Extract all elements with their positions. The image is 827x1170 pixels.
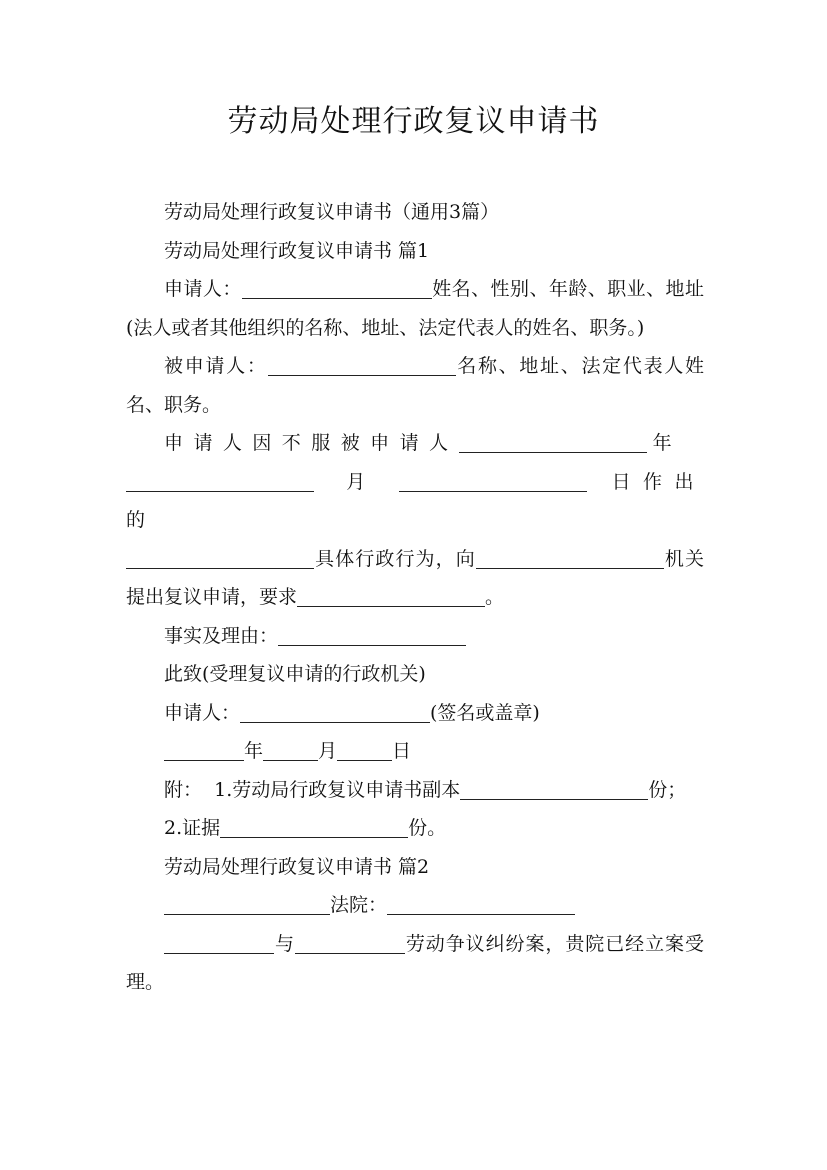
reason-month-label: 月 [346, 470, 368, 493]
signature-note: (签名或盖章) [430, 701, 540, 724]
section-heading-1-text: 劳动局处理行政复议申请书 篇1 [164, 239, 430, 262]
facts-blank[interactable] [278, 621, 466, 646]
subtitle [126, 193, 704, 232]
attachment-item-2-end: 份。 [408, 817, 447, 839]
section-heading-2-text: 劳动局处理行政复议申请书 篇2 [164, 855, 430, 878]
document-body [126, 193, 704, 1002]
reason-month-blank-a[interactable] [126, 467, 314, 492]
respondent-paragraph [126, 347, 704, 424]
signature-label: 申请人： [164, 701, 241, 724]
court-label: 法院： [330, 894, 388, 916]
case-text: 劳动争议纠纷案，贵院已经立案受理。 [126, 932, 704, 993]
attachment-paragraph [126, 771, 704, 810]
reason-text-b: 具体行政行为，向 [314, 547, 476, 570]
attachment-item-1: 1.劳动局行政复议申请书副本 [214, 778, 461, 801]
respondent-label: 被申请人： [164, 355, 268, 377]
attachment-item-1-end: 份； [648, 778, 687, 801]
reason-day-made: 日作出的 [126, 470, 704, 531]
date-month-blank[interactable] [263, 736, 318, 761]
reason-year-blank[interactable] [459, 428, 647, 453]
applicant-paragraph [126, 270, 704, 347]
court-name-blank[interactable] [164, 890, 330, 915]
document-title: 劳动局处理行政复议申请书 [227, 104, 600, 139]
reason-text-a: 申请人因不服被申请人 [164, 432, 459, 454]
date-year-blank[interactable] [164, 736, 244, 761]
applicant-label: 申请人： [164, 278, 242, 300]
court-blank[interactable] [387, 890, 575, 915]
reason-act-blank[interactable] [126, 544, 314, 569]
date-paragraph [126, 732, 704, 771]
section-heading-2 [126, 848, 704, 887]
applicant-blank[interactable] [242, 274, 432, 299]
party-b-blank[interactable] [295, 929, 405, 954]
to-paragraph [126, 655, 704, 694]
attachment-item-2: 2.证据 [164, 817, 221, 839]
signature-paragraph [126, 694, 704, 733]
court-paragraph [126, 886, 704, 925]
date-day-blank[interactable] [337, 736, 392, 761]
reason-organ-blank[interactable] [476, 544, 664, 569]
evidence-copies-blank[interactable] [220, 813, 408, 838]
party-a-blank[interactable] [164, 929, 274, 954]
signature-blank[interactable] [240, 698, 430, 723]
reason-request-blank[interactable] [297, 582, 485, 607]
reason-year-label: 年 [652, 432, 672, 454]
date-day-label: 日 [392, 740, 412, 762]
reason-text-c: 机关提出复议申请，要求 [126, 547, 704, 608]
applicant-description: 姓名、性别、年龄、职业、地址(法人或者其他组织的名称、地址、法定代表人的姓名、职务。) [126, 278, 704, 339]
to-text: 此致(受理复议申请的行政机关) [164, 663, 426, 685]
reason-paragraph [126, 424, 704, 617]
date-year-label: 年 [244, 740, 264, 762]
reason-day-blank[interactable] [399, 467, 587, 492]
respondent-blank[interactable] [268, 351, 456, 376]
date-month-label: 月 [318, 740, 338, 762]
section-heading-1 [126, 232, 704, 271]
facts-paragraph [126, 617, 704, 656]
reason-end: 。 [485, 586, 505, 608]
subtitle-text: 劳动局处理行政复议申请书（通用3篇） [164, 201, 500, 223]
case-paragraph [126, 925, 704, 1002]
facts-label: 事实及理由： [164, 624, 279, 647]
respondent-description: 名称、地址、法定代表人姓名、职务。 [126, 355, 704, 416]
case-and: 与 [274, 932, 295, 955]
attachment-copies-blank[interactable] [460, 775, 648, 800]
evidence-paragraph [126, 809, 704, 848]
attachment-label: 附： [164, 778, 203, 801]
